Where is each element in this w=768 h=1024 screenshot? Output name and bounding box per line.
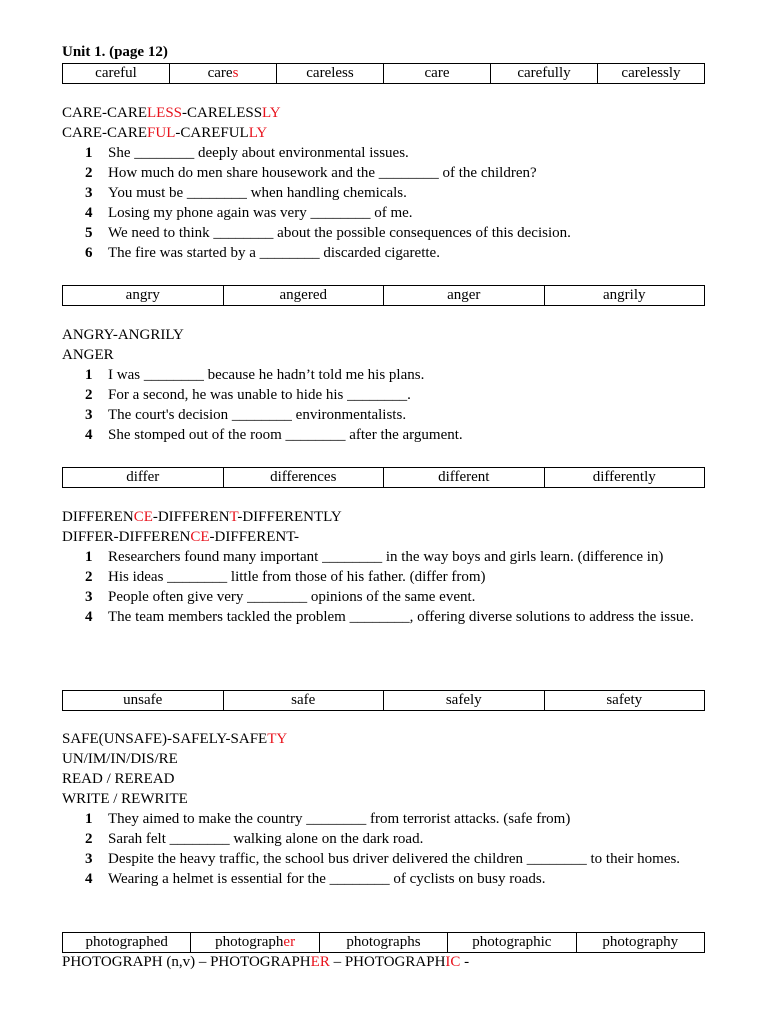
word-cell <box>491 64 598 84</box>
item-number: 2 <box>85 831 93 847</box>
text-segment: careful <box>95 65 137 81</box>
text-segment: angrily <box>603 287 646 303</box>
exercise-item <box>62 425 705 445</box>
text-segment: care <box>424 65 450 81</box>
exercise-item <box>62 243 705 263</box>
highlighted-suffix: er <box>283 934 296 950</box>
item-number: 4 <box>85 871 93 887</box>
text-segment: differ <box>126 469 160 485</box>
text-segment: angered <box>279 287 327 303</box>
word-cell <box>63 286 224 306</box>
word-family-line <box>62 123 267 143</box>
text-segment: photography <box>602 934 679 950</box>
exercise-item <box>62 203 705 223</box>
item-text: Researchers found many important ________ in the way boys and girls learn. (difference in) <box>108 549 664 565</box>
item-text: How much do men share housework and the ________ of the children? <box>108 165 537 181</box>
word-family-line <box>62 952 469 972</box>
highlighted-suffix: T <box>229 509 238 525</box>
highlighted-suffix: LY <box>248 125 268 141</box>
text-segment: - <box>460 954 470 970</box>
page-title: Unit 1. (page 12) <box>62 44 168 60</box>
text-segment: differently <box>592 469 656 485</box>
word-cell <box>384 64 491 84</box>
word-family-line <box>62 507 342 527</box>
exercise-item <box>62 607 705 627</box>
item-text: Despite the heavy traffic, the school bus driver delivered the children ________ to their homes. <box>108 851 681 867</box>
exercise-item <box>62 143 705 163</box>
word-family-line <box>62 527 299 547</box>
item-text: People often give very ________ opinions of the same event. <box>108 589 476 605</box>
highlighted-suffix: LESS <box>147 105 183 121</box>
word-cell <box>170 64 277 84</box>
item-number: 1 <box>85 549 93 565</box>
exercise-list-care <box>62 143 705 263</box>
item-text: Sarah felt ________ walking alone on the dark road. <box>108 831 424 847</box>
item-number: 1 <box>85 145 93 161</box>
word-cell <box>576 933 704 953</box>
table-row <box>63 933 705 953</box>
word-cell <box>598 64 705 84</box>
text-segment: photograph <box>215 934 284 950</box>
exercise-list-angry <box>62 365 705 445</box>
table-row <box>63 691 705 711</box>
text-segment: ANGRY-ANGRILY <box>62 327 184 343</box>
table-row <box>63 468 705 488</box>
text-segment: CARE-CARE <box>62 125 148 141</box>
item-number: 3 <box>85 407 93 423</box>
item-text: I was ________ because he hadn’t told me his plans. <box>108 367 425 383</box>
text-segment: -CARELESS <box>182 105 263 121</box>
item-number: 3 <box>85 185 93 201</box>
text-segment: safely <box>445 692 482 708</box>
highlighted-suffix: ER <box>310 954 330 970</box>
item-number: 4 <box>85 609 93 625</box>
highlighted-suffix: TY <box>267 731 288 747</box>
item-number: 2 <box>85 569 93 585</box>
word-cell <box>544 468 705 488</box>
word-table-safe <box>62 690 705 711</box>
text-segment: angry <box>125 287 160 303</box>
item-number: 3 <box>85 589 93 605</box>
word-family-line <box>62 103 281 123</box>
exercise-item <box>62 405 705 425</box>
exercise-item <box>62 385 705 405</box>
word-cell <box>277 64 384 84</box>
item-number: 4 <box>85 427 93 443</box>
word-cell <box>448 933 576 953</box>
word-cell <box>191 933 319 953</box>
word-cell <box>319 933 447 953</box>
word-cell <box>384 691 545 711</box>
text-segment: carelessly <box>621 65 681 81</box>
text-segment: unsafe <box>123 692 163 708</box>
highlighted-suffix: FUL <box>147 125 176 141</box>
text-segment: UN/IM/IN/DIS/RE <box>62 751 178 767</box>
exercise-item <box>62 849 705 869</box>
item-text: They aimed to make the country ________ from terrorist attacks. (safe from) <box>108 811 571 827</box>
text-segment: safety <box>606 692 643 708</box>
text-segment: photographic <box>472 934 552 950</box>
item-text: We need to think ________ about the possible consequences of this decision. <box>108 225 571 241</box>
item-number: 6 <box>85 245 93 261</box>
item-number: 1 <box>85 367 93 383</box>
prefix-line <box>62 749 178 769</box>
item-number: 1 <box>85 811 93 827</box>
item-number: 2 <box>85 387 93 403</box>
text-segment: different <box>438 469 490 485</box>
item-text: Losing my phone again was very ________ of me. <box>108 205 413 221</box>
item-text: You must be ________ when handling chemicals. <box>108 185 407 201</box>
word-cell <box>63 691 224 711</box>
text-segment: anger <box>447 287 481 303</box>
highlighted-suffix: IC <box>445 954 461 970</box>
item-number: 4 <box>85 205 93 221</box>
word-cell <box>63 933 191 953</box>
item-text: The fire was started by a ________ discarded cigarette. <box>108 245 440 261</box>
highlighted-suffix: CE <box>190 529 210 545</box>
text-segment: CARE-CARE <box>62 105 148 121</box>
exercise-item <box>62 809 705 829</box>
exercise-item <box>62 163 705 183</box>
exercise-list-safe <box>62 809 705 889</box>
text-segment: -DIFFEREN <box>152 509 230 525</box>
item-number: 2 <box>85 165 93 181</box>
word-cell <box>384 286 545 306</box>
item-text: She ________ deeply about environmental issues. <box>108 145 409 161</box>
exercise-list-differ <box>62 547 705 627</box>
word-cell <box>544 691 705 711</box>
word-family-line <box>62 325 184 345</box>
prefix-example-line <box>62 769 175 789</box>
word-table-care <box>62 63 705 84</box>
exercise-item <box>62 183 705 203</box>
word-cell <box>63 468 224 488</box>
text-segment: ANGER <box>62 347 114 363</box>
text-segment: care <box>207 65 233 81</box>
text-segment: WRITE / REWRITE <box>62 791 188 807</box>
word-family-line <box>62 345 114 365</box>
exercise-item <box>62 587 705 607</box>
table-row <box>63 286 705 306</box>
highlighted-suffix: s <box>232 65 239 81</box>
word-cell <box>223 691 384 711</box>
text-segment: SAFE(UNSAFE)-SAFELY-SAFE <box>62 731 268 747</box>
item-number: 3 <box>85 851 93 867</box>
exercise-item <box>62 223 705 243</box>
item-text: His ideas ________ little from those of his father. (differ from) <box>108 569 486 585</box>
word-cell <box>223 286 384 306</box>
item-text: She stomped out of the room ________ after the argument. <box>108 427 463 443</box>
text-segment: photographs <box>346 934 421 950</box>
text-segment: safe <box>291 692 316 708</box>
word-cell <box>384 468 545 488</box>
text-segment: PHOTOGRAPH (n,v) – PHOTOGRAPH <box>62 954 311 970</box>
text-segment: – PHOTOGRAPH <box>329 954 446 970</box>
item-text: Wearing a helmet is essential for the ________ of cyclists on busy roads. <box>108 871 546 887</box>
item-text: For a second, he was unable to hide his ________. <box>108 387 411 403</box>
word-table-angry <box>62 285 705 306</box>
text-segment: photographed <box>85 934 168 950</box>
exercise-item <box>62 869 705 889</box>
exercise-item <box>62 547 705 567</box>
item-text: The court's decision ________ environmentalists. <box>108 407 407 423</box>
exercise-item <box>62 567 705 587</box>
word-table-photograph <box>62 932 705 953</box>
text-segment: -DIFFERENTLY <box>237 509 342 525</box>
highlighted-suffix: LY <box>262 105 281 121</box>
prefix-example-line <box>62 789 188 809</box>
item-number: 5 <box>85 225 93 241</box>
text-segment: DIFFEREN <box>62 509 134 525</box>
text-segment: differences <box>270 469 337 485</box>
word-table-differ <box>62 467 705 488</box>
text-segment: READ / REREAD <box>62 771 175 787</box>
text-segment: DIFFER-DIFFEREN <box>62 529 191 545</box>
text-segment: -CAREFUL <box>175 125 249 141</box>
word-family-line <box>62 729 287 749</box>
exercise-item <box>62 365 705 385</box>
text-segment: careless <box>306 65 354 81</box>
word-cell <box>544 286 705 306</box>
text-segment: carefully <box>517 65 571 81</box>
word-cell <box>63 64 170 84</box>
word-cell <box>223 468 384 488</box>
item-text: The team members tackled the problem ________, offering diverse solutions to address the issue. <box>108 609 694 625</box>
exercise-item <box>62 829 705 849</box>
highlighted-suffix: CE <box>133 509 153 525</box>
text-segment: -DIFFERENT- <box>209 529 299 545</box>
table-row <box>63 64 705 84</box>
